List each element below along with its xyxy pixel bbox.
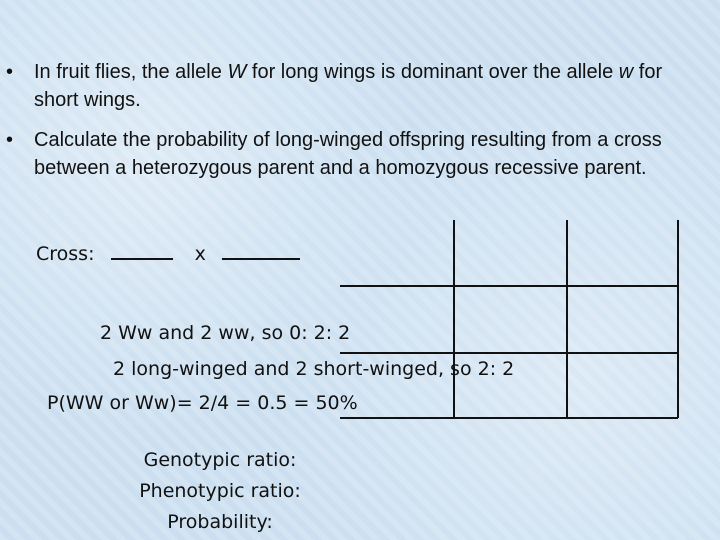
ratio-labels (120, 445, 320, 538)
genotypic-ratio-label: Genotypic ratio: (143, 449, 297, 471)
cross-line (36, 238, 300, 265)
bullet-list (6, 58, 706, 194)
bullet-symbol: • (6, 61, 14, 83)
cross-operator: x (194, 243, 206, 265)
cross-label: Cross: (36, 243, 95, 265)
phenotypic-answer: 2 long-winged and 2 short-winged, so 2: 2 (113, 358, 515, 380)
bullet-symbol: • (6, 129, 14, 151)
bullet-text-part: In fruit flies, the allele (34, 61, 228, 83)
recessive-allele: w (618, 61, 634, 83)
punnett-square (340, 220, 682, 424)
parent-1-blank (111, 238, 173, 260)
bullet-text: Calculate the probability of long-winged offspring resulting from a cross between a heterozygous parent and a homozygous recessive parent. (34, 129, 662, 179)
phenotypic-ratio-label: Phenotypic ratio: (139, 480, 301, 502)
bullet-item-task (6, 126, 706, 182)
parent-2-blank (222, 238, 300, 260)
probability-answer: P(WW or Ww)= 2/4 = 0.5 = 50% (47, 392, 358, 414)
bullet-text-part: for long wings is dominant over the allele (246, 61, 619, 83)
probability-label: Probability: (167, 511, 273, 533)
bullet-text-part: for short wings. (34, 61, 663, 111)
bullet-item-allele (6, 58, 706, 114)
genotypic-answer: 2 Ww and 2 ww, so 0: 2: 2 (100, 322, 351, 344)
dominant-allele: W (227, 61, 247, 83)
